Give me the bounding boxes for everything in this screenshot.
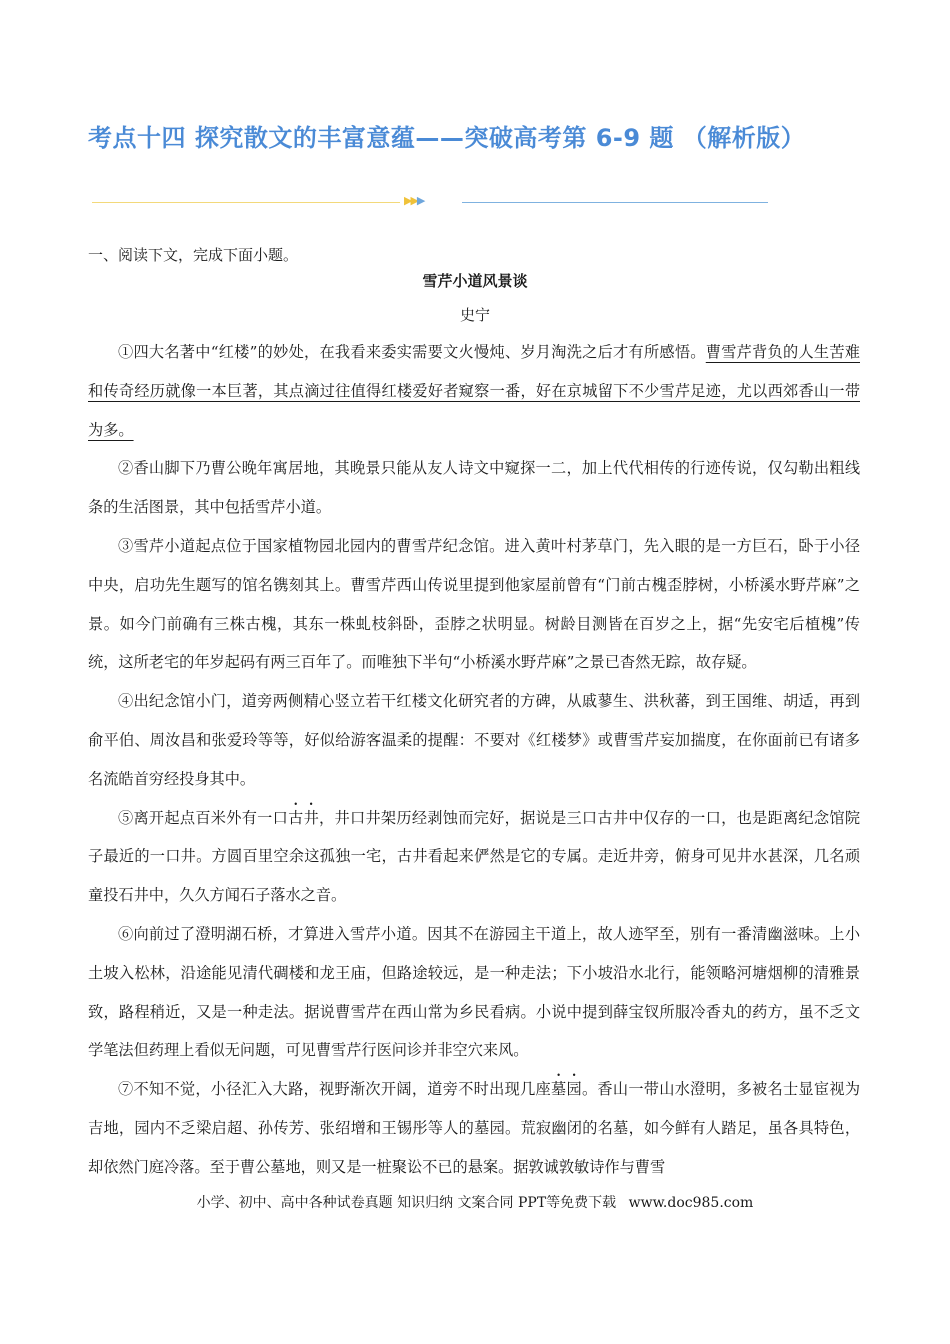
page-title: 考点十四 探究散文的丰富意蕴——突破高考第 6-9 题 （解析版） bbox=[88, 124, 806, 152]
paragraph-1 bbox=[88, 333, 860, 449]
p5-emphasis: 古井 bbox=[288, 808, 320, 827]
title-divider bbox=[92, 196, 768, 208]
paragraph-7 bbox=[88, 1070, 860, 1186]
essay-title: 雪芹小道风景谈 bbox=[422, 272, 528, 290]
paragraph-4: ④出纪念馆小门，道旁两侧精心竖立若干红楼文化研究者的方碑，从戚蓼生、洪秋蕃，到王国维、胡适，再到俞平伯、周汝昌和张爱玲等等，好似给游客温柔的提醒：不要对《红楼梦》或曹雪芹妄加揣度，在你面前已有诸多名流皓首穷经投身其中。 bbox=[88, 692, 860, 788]
p5-text-a: ⑤离开起点百米外有一口 bbox=[118, 808, 289, 827]
arrow-icons: ▶▶▶ bbox=[404, 194, 424, 207]
essay-body bbox=[88, 333, 860, 1187]
paragraph-3: ③雪芹小道起点位于国家植物园北园内的曹雪芹纪念馆。进入黄叶村茅草门，先入眼的是一方巨石，卧于小径中央，启功先生题写的馆名镌刻其上。曹雪芹西山传说里提到他家屋前曾有“门前古槐歪脖树，小桥溪水野芹麻”之景。如今门前确有三株古槐，其东一株虬枝斜卧，歪脖之状明显。树龄目测皆在百岁之上，据“先安宅后植槐”传统，这所老宅的年岁起码有两三百年了。而唯独下半句“小桥溪水野芹麻”之景已杳然无踪，故存疑。 bbox=[88, 536, 860, 672]
question-heading: 一、阅读下文，完成下面小题。 bbox=[88, 246, 299, 264]
page-footer bbox=[0, 1192, 950, 1212]
footer-link[interactable]: www.doc985.com bbox=[628, 1195, 754, 1211]
p5-text-b: ，井口井架历经剥蚀而完好，据说是三口古井中仅存的一口，也是距离纪念馆院子最近的一口井。方圆百里空余这孤独一宅，古井看起来俨然是它的专属。走近井旁，俯身可见井水甚深，几名顽童投石井中，久久方闻石子落水之音。 bbox=[88, 808, 861, 905]
essay-author: 史宁 bbox=[459, 306, 490, 324]
divider-line-left bbox=[92, 202, 400, 203]
paragraph-2: ②香山脚下乃曹公晚年寓居地，其晚景只能从友人诗文中窥探一二，加上代代相传的行迹传说，仅勾勒出粗线条的生活图景，其中包括雪芹小道。 bbox=[88, 459, 860, 517]
p7-text-a: ⑦不知不觉，小径汇入大路，视野渐次开阔，道旁不时出现几座 bbox=[118, 1080, 551, 1099]
p1-text: ①四大名著中“红楼”的妙处，在我看来委实需要文火慢炖、岁月淘洗之后才有所感悟。 bbox=[118, 343, 706, 361]
p7-emphasis: 墓园 bbox=[551, 1080, 582, 1099]
p7-text-b: 。香山一带山水澄明，多被名士显宦视为吉地，园内不乏梁启超、孙传芳、张绍增和王锡彤等人的墓园。荒寂幽闭的名墓，如今鲜有人踏足，虽各具特色，却依然门庭冷落。至于曹公墓地，则又是一桩聚讼不已的悬案。据敦诚敦敏诗作与曹雪 bbox=[88, 1080, 861, 1176]
paragraph-5 bbox=[88, 799, 860, 915]
p1-underlined-text: 曹雪芹背负的人生苦难和传奇经历就像一本巨著，其点滴过往值得红楼爱好者窥察一番，好在京城留下不少雪芹足迹，尤以西郊香山一带为多。 bbox=[88, 343, 860, 439]
paragraph-6: ⑥向前过了澄明湖石桥，才算进入雪芹小道。因其不在游园主干道上，故人迹罕至，别有一番清幽滋味。上小土坡入松林，沿途能见清代碉楼和龙王庙，但路途较远，是一种走法；下小坡沿水北行，能领略河塘烟柳的清雅景致，路程稍近，又是一种走法。据说曹雪芹在西山常为乡民看病。小说中提到薛宝钗所服冷香丸的药方，虽不乏文学笔法但药理上看似无问题，可见曹雪芹行医问诊并非空穴来风。 bbox=[88, 924, 860, 1060]
divider-line-right bbox=[462, 202, 768, 203]
footer-text: 小学、初中、高中各种试卷真题 知识归纳 文案合同 PPT等免费下载 bbox=[196, 1195, 617, 1211]
